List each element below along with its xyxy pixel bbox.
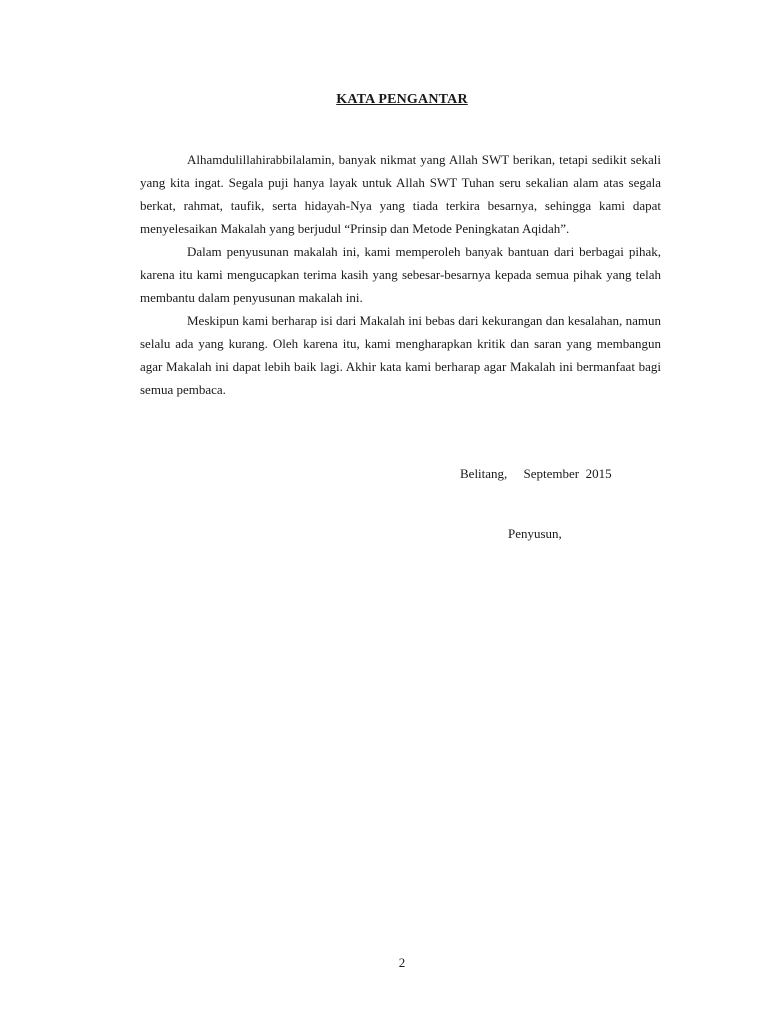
paragraph-3: Meskipun kami berharap isi dari Makalah ini bebas dari kekurangan dan kesalahan, namun selalu ada yang kurang. Oleh karena itu, kami mengharapkan kritik dan saran yang membangun agar Makalah ini dapat lebih baik lagi. Akhir kata kami berharap agar Makalah ini bermanfaat bagi semua pembaca.: [140, 313, 661, 397]
place-date: Belitang, September 2015: [460, 466, 612, 481]
paragraph-2: Dalam penyusunan makalah ini, kami memperoleh banyak bantuan dari berbagai pihak, karena itu kami mengucapkan terima kasih yang sebesar-besarnya kepada semua pihak yang telah membantu dalam penyusunan makalah ini.: [140, 244, 661, 305]
body-text: [140, 148, 661, 401]
paragraph-1: Alhamdulillahirabbilalamin, banyak nikmat yang Allah SWT berikan, tetapi sedikit sekali yang kita ingat. Segala puji hanya layak untuk Allah SWT Tuhan seru sekalian alam atas segala berkat, rahmat, taufik, serta hidayah-Nya yang tiada terkira besarnya, sehingga kami dapat menyelesaikan Makalah yang berjudul “Prinsip dan Metode Peningkatan Aqidah”.: [140, 152, 661, 236]
page-number: 2: [398, 955, 406, 970]
signature-role: Penyusun,: [508, 526, 562, 541]
page-title: KATA PENGANTAR: [336, 92, 468, 107]
